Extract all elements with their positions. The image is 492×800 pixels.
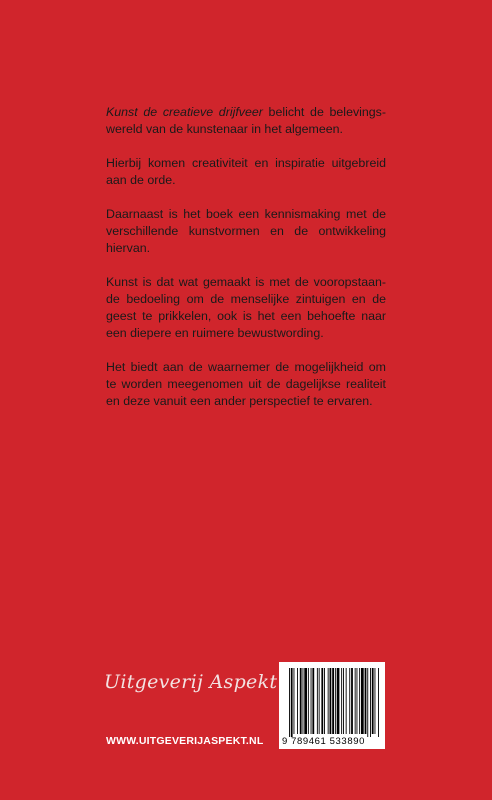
barcode-bar xyxy=(361,668,364,734)
barcode-bar xyxy=(359,668,360,734)
back-cover-blurb xyxy=(106,104,386,427)
barcode-bar xyxy=(365,668,367,734)
blurb-paragraph-4: Kunst is dat wat gemaakt is met de vooropstaan-de bedoeling om de menselijke zintuigen en de geest te prikkelen, ook is het een behoefte naar een diepere en ruimere bewustwording. xyxy=(106,275,386,340)
barcode-bar xyxy=(343,668,344,734)
barcode-bar xyxy=(367,668,368,737)
barcode-bar xyxy=(319,668,320,734)
barcode-bar xyxy=(303,668,304,734)
barcode-bar xyxy=(300,668,302,734)
blurb-paragraph-3: Daarnaast is het boek een kennismaking met de verschillende kunstvormen en de ontwikkeling hiervan. xyxy=(106,207,386,255)
barcode-bar xyxy=(289,668,290,737)
barcode-bar xyxy=(335,668,336,734)
barcode-bar xyxy=(375,668,376,734)
barcode-bar xyxy=(297,668,298,734)
blurb-paragraph-5: Het biedt aan de waarnemer de mogelijkheid om te worden meegenomen uit de dagelijkse realiteit en deze vanuit een ander perspectief te ervaren. xyxy=(106,360,386,408)
barcode-bar xyxy=(321,668,323,734)
blurb-paragraph-1-rest: belicht de belevings-wereld van de kunstenaar in het algemeen. xyxy=(106,105,387,136)
barcode-bar xyxy=(341,668,342,734)
barcode-bar xyxy=(346,668,347,734)
publisher-logo: Uitgeverij Aspekt xyxy=(104,671,278,693)
book-title-italic: Kunst de creatieve drijfveer xyxy=(106,105,263,119)
barcode-bar xyxy=(291,668,293,737)
barcode-bar xyxy=(308,668,309,734)
barcode-bar xyxy=(351,668,353,734)
barcode-bar xyxy=(294,668,295,734)
isbn-barcode xyxy=(279,662,385,749)
blurb-paragraph-1 xyxy=(106,104,386,138)
barcode-bar xyxy=(312,668,314,734)
barcode-bar xyxy=(328,668,329,734)
barcode-bar xyxy=(349,668,350,734)
barcode-bar xyxy=(357,668,358,734)
barcode-bar xyxy=(378,668,379,737)
barcode-bar xyxy=(330,668,332,734)
barcode-bar xyxy=(337,668,340,734)
barcode-bar xyxy=(372,668,374,734)
blurb-paragraph-2: Hierbij komen creativiteit en inspiratie uitgebreid aan de orde. xyxy=(106,156,386,187)
publisher-website: WWW.UITGEVERIJASPEKT.NL xyxy=(106,735,264,747)
isbn-number: 9 789461 533890 xyxy=(282,736,365,747)
barcode-bar xyxy=(370,668,371,737)
barcode-bar xyxy=(317,668,318,734)
barcode-bar xyxy=(332,668,334,734)
barcode-bar xyxy=(355,668,356,734)
barcode-bar xyxy=(324,668,325,734)
barcode-bar xyxy=(304,668,307,734)
barcode-bar xyxy=(311,668,312,734)
